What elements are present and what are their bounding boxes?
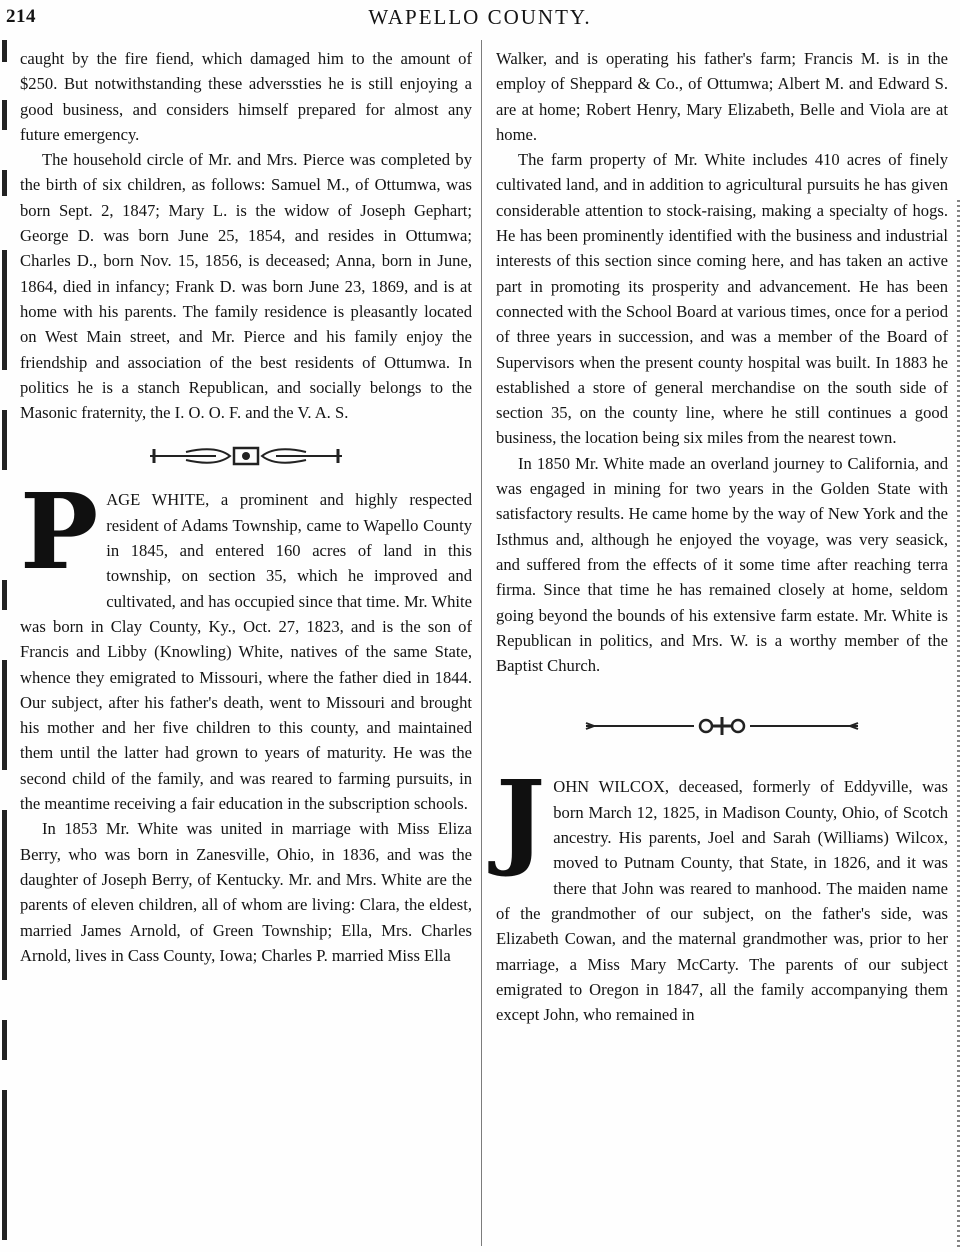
paragraph: In 1853 Mr. White was united in marriage with Miss Eliza Berry, who was born in Zanesville, Ohio, in 1836, and was the daughter of Joseph Berry, of Kentucky. Mr. and Mrs. White are the parents of eleven children, all of whom are living: Clara, the eldest, married James Arnold, of Green Township; Ella, Mrs. Charles Arnold, lives in Cass County, Iowa; Charles P. married Miss Ella xyxy=(20,819,472,965)
ornament-divider-icon xyxy=(582,713,862,739)
paragraph: In 1850 Mr. White made an overland journey to California, and was engaged in mining for two years in the Golden State with satisfactory results. He came home by the way of New York and the Isthmus and, although he enjoyed the voyage, was very seasick, and suffered from the effects of it some time after reaching terra firma. Since that time he has remained closely at home, seldom going beyond the bounds of his extensive farm estate. Mr. White is Republican in politics, and Mrs. W. is a worthy member of the Baptist Church. xyxy=(496,453,948,676)
drop-cap: J xyxy=(496,757,546,881)
ornament-divider-icon xyxy=(146,443,346,469)
page-number: 214 xyxy=(6,6,36,27)
paragraph: caught by the fire fiend, which damaged him to the amount of $250. But notwithstanding these adverssties he is still enjoying a good business, and considers himself prepared for almost any future emergency. xyxy=(20,49,472,144)
biography-text: AGE WHITE, a prominent and highly respected resident of Adams Township, came to Wapello County in 1845, and entered 160 acres of land in this township, on section 35, which he improved and cultivated, and has occupied since that time. Mr. White was born in Clay County, Ky., Oct. 27, 1823, and is the son of Francis and Libby (Knowling) White, natives of the same State, whence they emigrated to Missouri, where the father died in 1844. Our subject, after his father's death, went to Missouri and brought his mother and her five children to this county, and maintained them until the latter had grown to years of maturity. He was the second child of the family, and was reared to farming pursuits, in the meantime receiving a fair education in the subscription schools. xyxy=(20,490,472,814)
biography-page-white xyxy=(20,470,472,816)
right-column xyxy=(496,46,948,1027)
biography-john-wilcox xyxy=(496,757,948,1027)
biography-text: OHN WILCOX, deceased, formerly of Eddyville, was born March 12, 1825, in Madison County, Ohio, of Scotch ancestry. His parents, Joel and Sarah (Williams) Wilcox, moved to Putnam County, that State, in 1826, and it was there that John was reared to manhood. The maiden name of the grandmother of our subject, on the father's side, was Elizabeth Cowan, and the maternal grandmother was, prior to her marriage, a Miss Mary McCarty. The parents of our subject emigrated to Oregon in 1847, all the family accompanying them except John, who remained in xyxy=(496,777,948,1025)
page-header xyxy=(6,4,954,28)
paragraph: Walker, and is operating his father's farm; Francis M. is in the employ of Sheppard & Co., of Ottumwa; Albert M. and Edward S. are at home; Robert Henry, Mary Elizabeth, Belle and Viola are at home. xyxy=(496,49,948,144)
drop-cap: P xyxy=(20,470,99,594)
paragraph: The household circle of Mr. and Mrs. Pierce was completed by the birth of six children, as follows: Samuel M., of Ottumwa, was born Sept. 2, 1847; Mary L. is the widow of Joseph Gephart; George D. was born June 25, 1854, and resides in Ottumwa; Charles D., born Nov. 15, 1856, is deceased; Anna, born in June, 1864, died in infancy; Frank D. was born June 23, 1869, and is at home with his parents. The family residence is pleasantly located on West Main street, and Mr. Pierce and his family enjoy the friendship and association of the best residents of Ottumwa. In politics he is a stanch Republican, and socially belongs to the Masonic fraternity, the I. O. O. F. and the V. A. S. xyxy=(20,150,472,423)
paragraph: The farm property of Mr. White includes 410 acres of finely cultivated land, and in addition to agricultural pursuits he has given considerable attention to stock-raising, making a specialty of hogs. He has been prominently identified with the business and industrial interests of this section since coming here, and has taken an active part in promoting its prosperity and advancement. He has been connected with the School Board at various times, once for a period of three years in succession, and was a member of the Board of Supervisors when the present county hospital was built. In 1883 he established a store of general merchandise on the south side of section 35, on the county line, where he still continues a good business, the location being six miles from the nearest town. xyxy=(496,150,948,448)
running-head: WAPELLO COUNTY. xyxy=(368,5,592,29)
column-divider xyxy=(481,40,482,1246)
left-column xyxy=(20,46,472,968)
section-ornament xyxy=(496,678,948,774)
left-margin-marks xyxy=(0,40,10,1240)
